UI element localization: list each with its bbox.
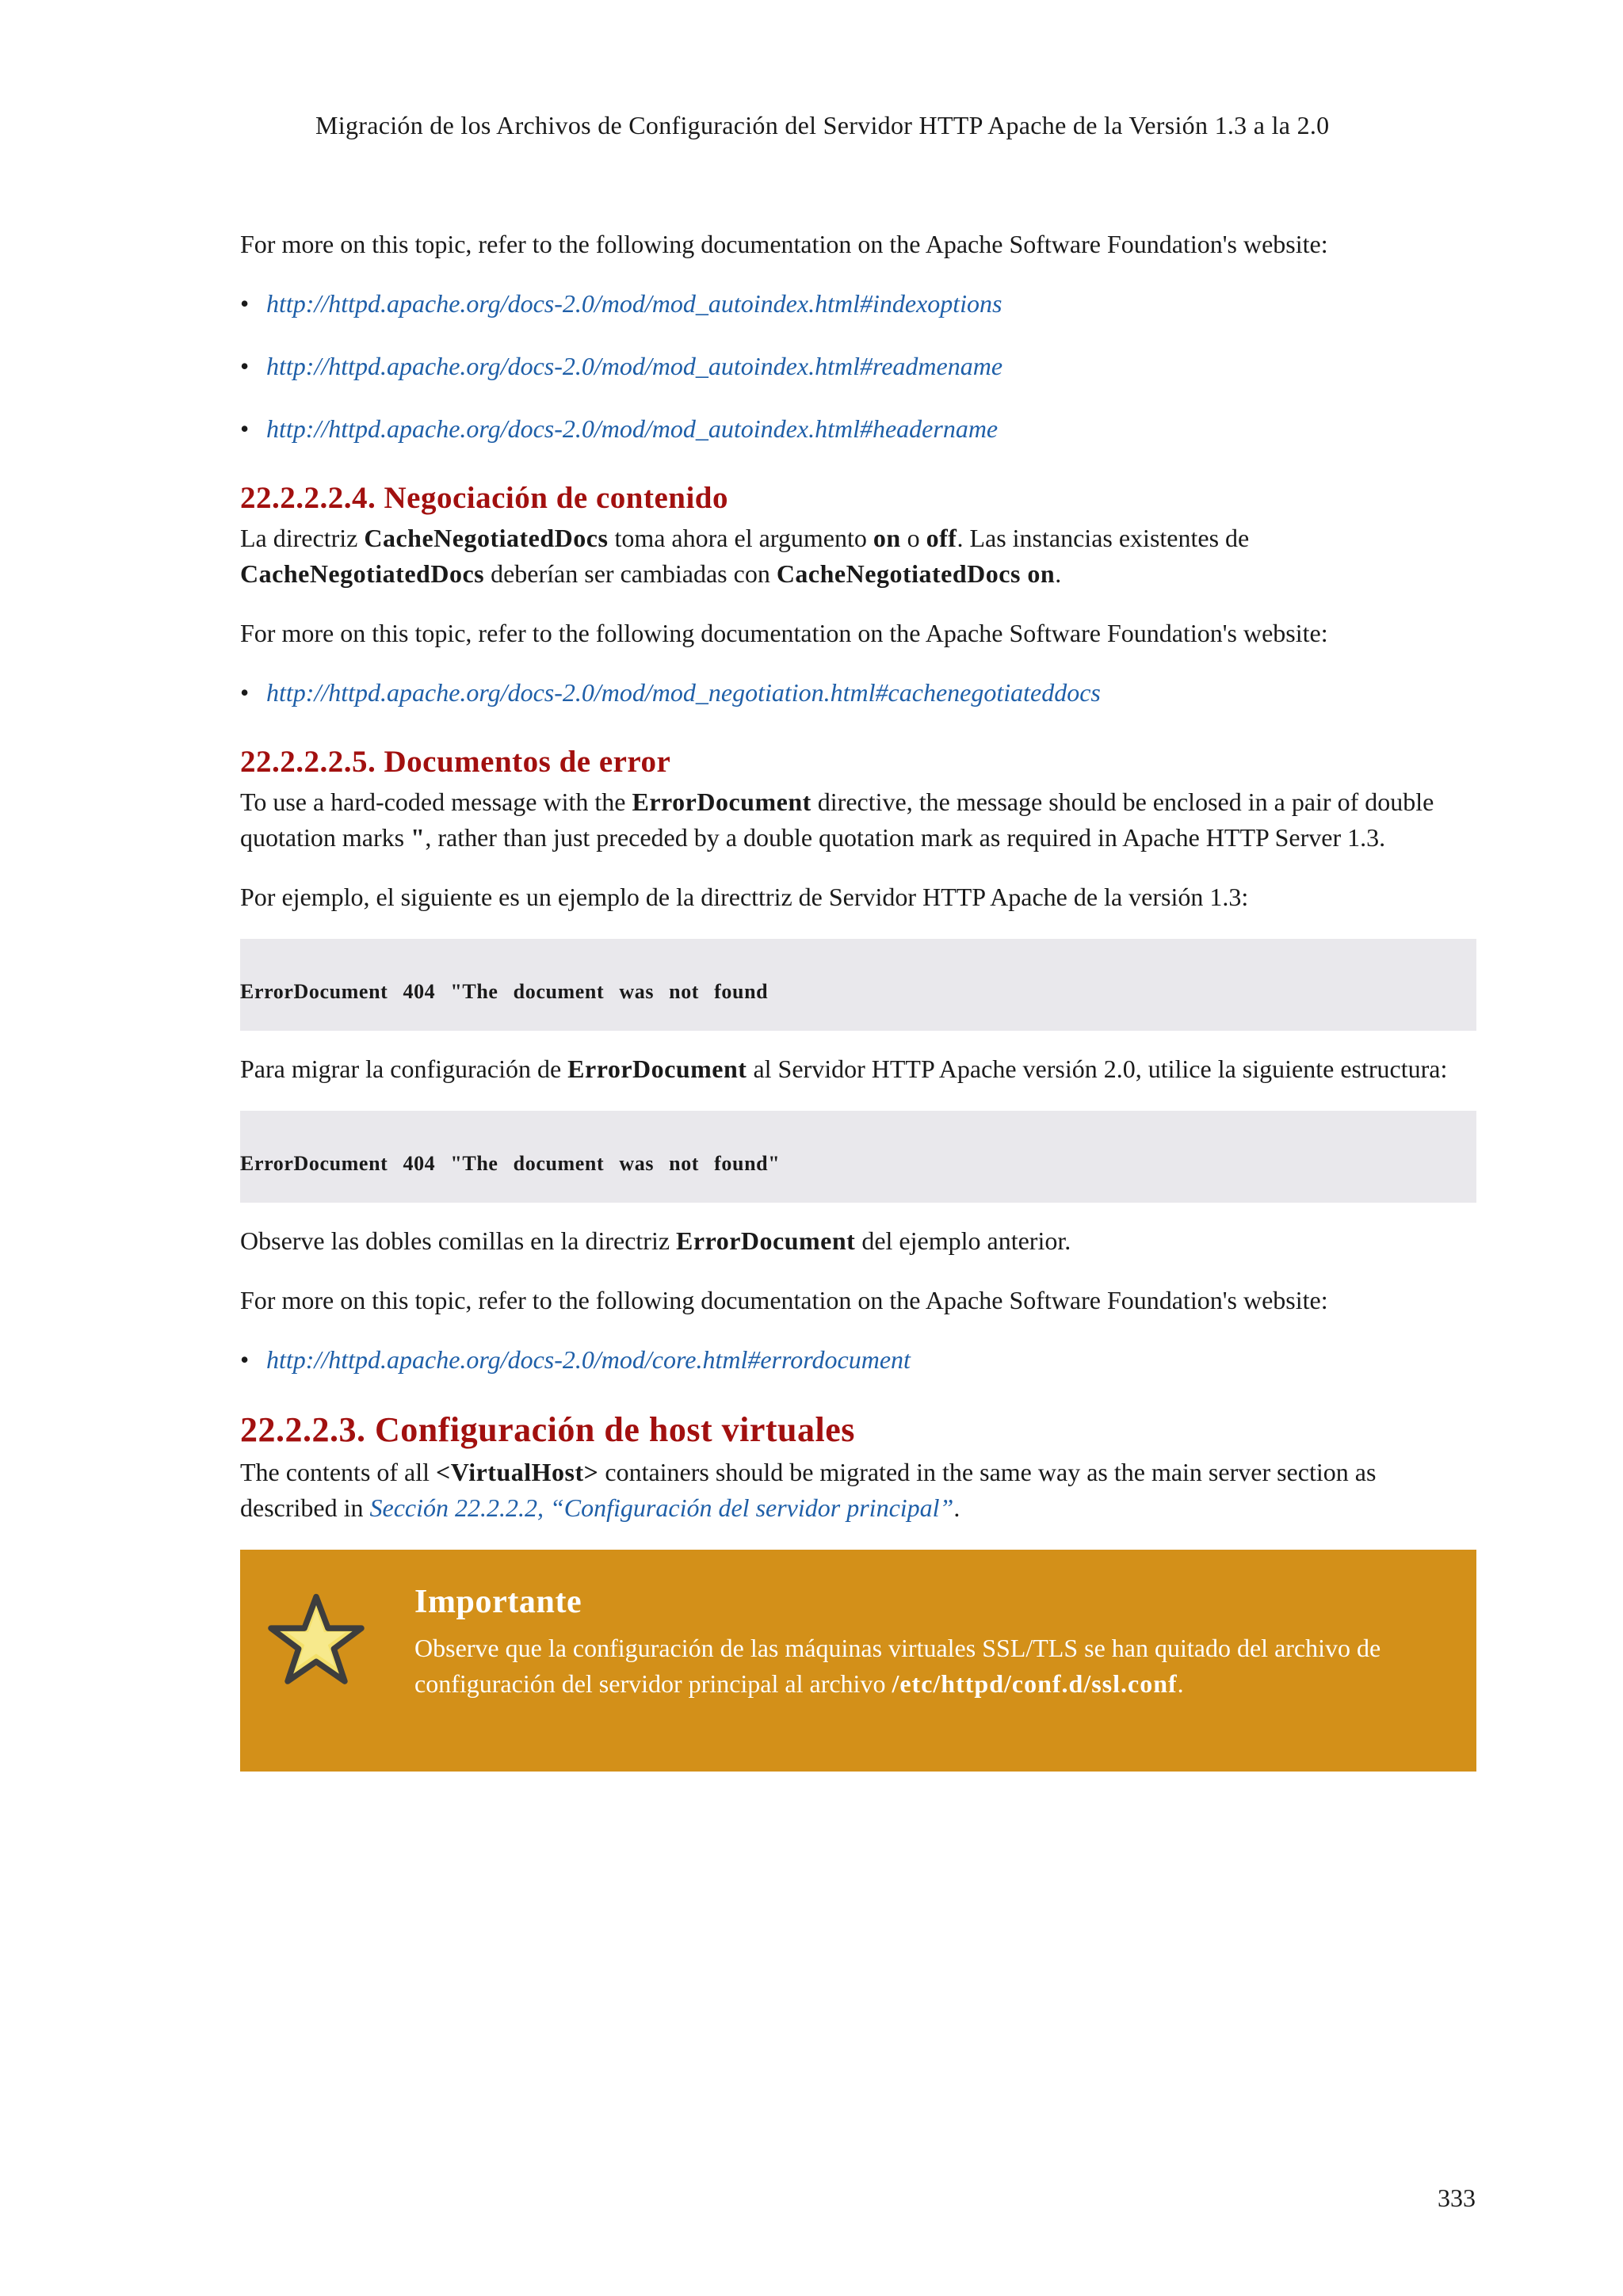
code-text: ErrorDocument 404 "The document was not found: [240, 980, 769, 1003]
bullet-icon: •: [240, 414, 250, 443]
cross-reference-link[interactable]: Sección 22.2.2.2, “Configuración del servidor principal”: [369, 1493, 954, 1522]
text: Observe las dobles comillas en la directriz: [240, 1226, 677, 1255]
link-list: [240, 286, 1476, 447]
command: ErrorDocument: [567, 1055, 747, 1083]
doc-link[interactable]: http://httpd.apache.org/docs-2.0/mod/mod_negotiation.html#cachenegotiateddocs: [266, 678, 1101, 707]
text: To use a hard-coded message with the: [240, 788, 632, 816]
command: ErrorDocument: [632, 788, 812, 816]
text: directive, the message should be enclosed in a pair of double quotation marks: [240, 788, 1434, 852]
file-path: /etc/httpd/conf.d/ssl.conf: [892, 1669, 1178, 1698]
page-content: [240, 227, 1476, 1772]
command: <VirtualHost>: [436, 1458, 599, 1486]
paragraph: [240, 1051, 1476, 1087]
bullet-icon: •: [240, 289, 250, 318]
section-heading-host-virtuales: 22.2.2.3. Configuración de host virtuales: [240, 1410, 855, 1449]
text: deberían ser cambiadas con: [484, 559, 777, 588]
bullet-icon: •: [240, 352, 250, 380]
paragraph: [240, 1223, 1476, 1259]
text: al Servidor HTTP Apache versión 2.0, utilice la siguiente estructura:: [747, 1055, 1448, 1083]
text: containers should be migrated in the same way as the main server section as described in: [240, 1458, 1377, 1522]
section-heading-negociacion: 22.2.2.2.4. Negociación de contenido: [240, 481, 728, 515]
list-item: [240, 286, 1476, 322]
list-item: [240, 1342, 1476, 1378]
command: ErrorDocument: [676, 1226, 856, 1255]
text: La directriz: [240, 524, 365, 552]
doc-link[interactable]: http://httpd.apache.org/docs-2.0/mod/core.html#errordocument: [266, 1345, 911, 1374]
note-text: [414, 1630, 1445, 1702]
text: Observe que la configuración de las máquinas virtuales SSL/TLS se han quitado del archivo de configuración del servidor principal al archivo: [414, 1634, 1381, 1698]
code-text: ErrorDocument 404 "The document was not found": [240, 1152, 781, 1175]
section-heading-documentos-error: 22.2.2.2.5. Documentos de error: [240, 745, 671, 779]
command: CacheNegotiatedDocs on: [776, 559, 1056, 588]
text: . Las instancias existentes de: [957, 524, 1250, 552]
text: toma ahora el argumento: [608, 524, 873, 552]
command: CacheNegotiatedDocs: [364, 524, 609, 552]
paragraph: [240, 784, 1476, 856]
text: .: [1177, 1669, 1184, 1698]
command: off: [926, 524, 957, 552]
text: o: [900, 524, 926, 552]
text: .: [953, 1493, 960, 1522]
page-number: 333: [1438, 2183, 1476, 2212]
text: del ejemplo anterior.: [855, 1226, 1071, 1255]
important-note: [240, 1550, 1476, 1772]
text: The contents of all: [240, 1458, 437, 1486]
list-item: [240, 349, 1476, 384]
star-icon: [267, 1591, 365, 1689]
more-info-text: For more on this topic, refer to the following documentation on the Apache Software Foundation's website:: [240, 1286, 1328, 1314]
more-info-text: For more on this topic, refer to the following documentation on the Apache Software Foundation's website:: [240, 619, 1328, 647]
bullet-icon: •: [240, 678, 250, 707]
paragraph: [240, 521, 1476, 592]
doc-link[interactable]: http://httpd.apache.org/docs-2.0/mod/mod_autoindex.html#headername: [266, 414, 999, 443]
list-item: [240, 675, 1476, 711]
text: .: [1055, 559, 1062, 588]
list-item: [240, 411, 1476, 447]
command: ": [411, 823, 426, 852]
doc-link[interactable]: http://httpd.apache.org/docs-2.0/mod/mod_autoindex.html#indexoptions: [266, 289, 1002, 318]
note-title: Importante: [414, 1584, 582, 1620]
code-block: [240, 939, 1476, 1031]
text: Para migrar la configuración de: [240, 1055, 568, 1083]
command: CacheNegotiatedDocs: [240, 559, 485, 588]
bullet-icon: •: [240, 1345, 250, 1374]
more-info-text: For more on this topic, refer to the following documentation on the Apache Software Foundation's website:: [240, 230, 1328, 258]
paragraph: Por ejemplo, el siguiente es un ejemplo de la directtriz de Servidor HTTP Apache de la versión 1.3:: [240, 883, 1249, 911]
link-list: [240, 1342, 1476, 1378]
running-header: Migración de los Archivos de Configuración del Servidor HTTP Apache de la Versión 1.3 a la 2.0: [315, 111, 1330, 139]
code-block: [240, 1111, 1476, 1203]
command: on: [873, 524, 901, 552]
paragraph: [240, 1455, 1476, 1526]
link-list: [240, 675, 1476, 711]
doc-link[interactable]: http://httpd.apache.org/docs-2.0/mod/mod_autoindex.html#readmename: [266, 352, 1003, 380]
text: , rather than just preceded by a double quotation mark as required in Apache HTTP Server 1.3.: [425, 823, 1386, 852]
